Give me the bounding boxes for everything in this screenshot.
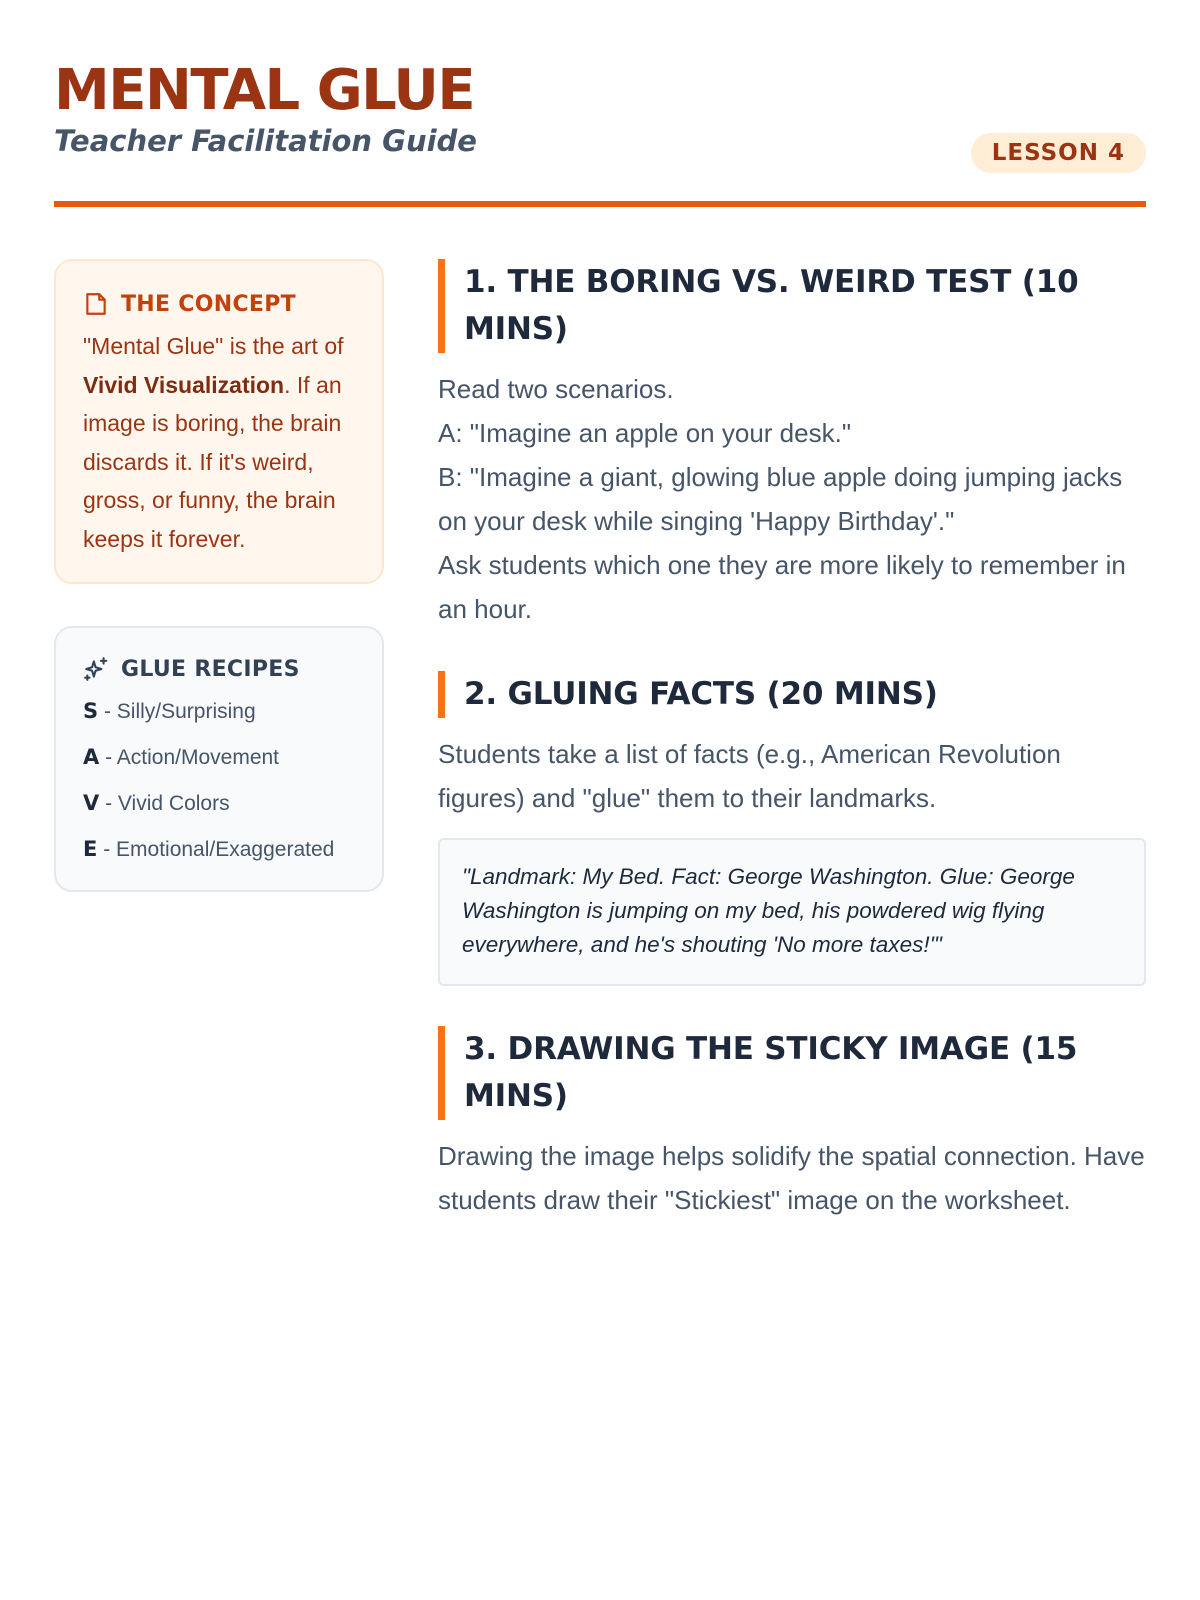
section-boring-vs-weird bbox=[438, 259, 1146, 631]
sparkles-icon bbox=[83, 656, 109, 682]
section-line: A: "Imagine an apple on your desk." bbox=[438, 418, 852, 448]
recipes-card-header bbox=[83, 656, 356, 682]
concept-text bbox=[83, 327, 356, 558]
recipe-text: - Silly/Surprising bbox=[98, 700, 256, 723]
section-title: 3. DRAWING THE STICKY IMAGE (15 MINS) bbox=[438, 1026, 1146, 1120]
section-line: Ask students which one they are more likely to remember in an hour. bbox=[438, 550, 1126, 624]
section-gluing-facts bbox=[438, 671, 1146, 986]
sidebar bbox=[54, 259, 384, 1262]
recipe-letter: A bbox=[83, 745, 100, 769]
section-drawing bbox=[438, 1026, 1146, 1222]
concept-text-bold: Vivid Visualization bbox=[83, 371, 285, 398]
concept-card bbox=[54, 259, 384, 584]
recipe-letter: E bbox=[83, 837, 98, 861]
recipes-card bbox=[54, 626, 384, 892]
section-body bbox=[438, 732, 1146, 820]
concept-text-part: . If an image is boring, the brain discards it. If it's weird, gross, or funny, the brain keeps it forever. bbox=[83, 371, 342, 552]
concept-text-part: "Mental Glue" is the art of bbox=[83, 333, 344, 359]
recipe-item bbox=[83, 787, 356, 820]
section-line: B: "Imagine a giant, glowing blue apple doing jumping jacks on your desk while singing 'Happy Birthday'." bbox=[438, 462, 1123, 536]
concept-title: THE CONCEPT bbox=[121, 291, 296, 317]
section-line: Students take a list of facts (e.g., American Revolution figures) and "glue" them to their landmarks. bbox=[438, 739, 1061, 813]
lesson-badge: LESSON 4 bbox=[971, 133, 1146, 173]
recipe-item bbox=[83, 833, 356, 866]
recipe-text: - Action/Movement bbox=[99, 746, 280, 769]
section-title: 1. THE BORING VS. WEIRD TEST (10 MINS) bbox=[438, 259, 1146, 353]
section-title: 2. GLUING FACTS (20 MINS) bbox=[438, 671, 1146, 718]
section-line: Read two scenarios. bbox=[438, 374, 674, 404]
document-icon bbox=[83, 291, 109, 317]
recipe-item bbox=[83, 695, 356, 728]
content-area bbox=[54, 259, 1146, 1262]
page-subtitle: Teacher Facilitation Guide bbox=[54, 124, 477, 158]
page-title: MENTAL GLUE bbox=[54, 58, 475, 123]
section-body bbox=[438, 367, 1146, 631]
concept-card-header bbox=[83, 291, 356, 317]
section-body bbox=[438, 1134, 1146, 1222]
recipe-letter: S bbox=[83, 699, 99, 723]
page-header bbox=[54, 59, 1146, 207]
recipe-text: - Emotional/Exaggerated bbox=[97, 838, 335, 861]
recipe-letter: V bbox=[83, 791, 100, 815]
main-column bbox=[438, 259, 1146, 1262]
recipe-text: - Vivid Colors bbox=[99, 792, 230, 815]
section-line: Drawing the image helps solidify the spatial connection. Have students draw their "Stickiest" image on the worksheet. bbox=[438, 1141, 1145, 1215]
recipes-title: GLUE RECIPES bbox=[121, 656, 300, 682]
recipe-item bbox=[83, 741, 356, 774]
example-quote: "Landmark: My Bed. Fact: George Washington. Glue: George Washington is jumping on my bed, his powdered wig flying everywhere, and he's shouting 'No more taxes!'" bbox=[438, 838, 1146, 986]
